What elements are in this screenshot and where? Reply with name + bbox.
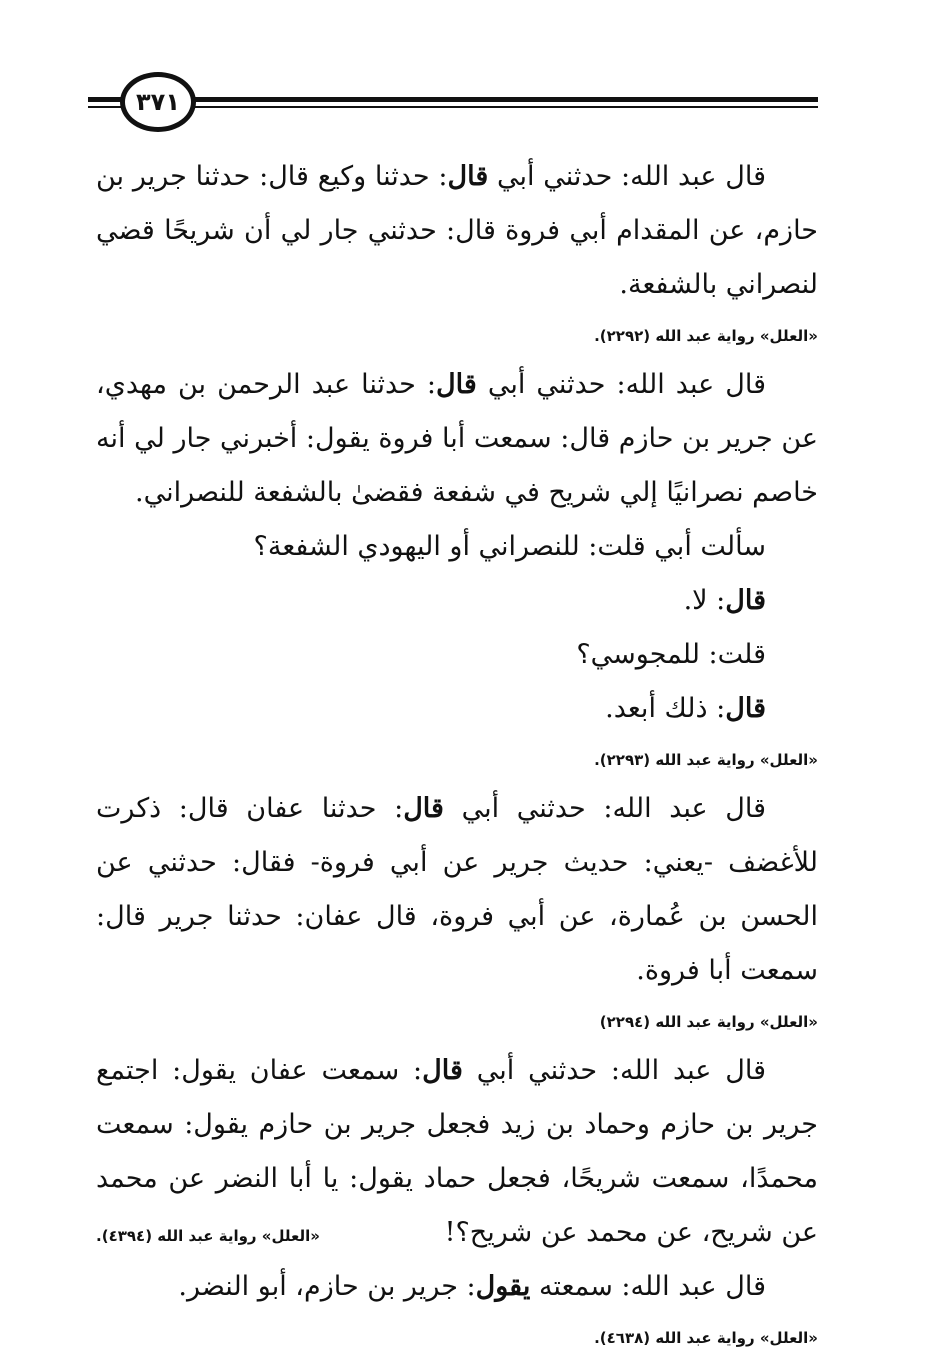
bold-word: قال <box>403 793 444 824</box>
paragraph-text: قال عبد الله: حدثني أبي <box>462 1055 766 1086</box>
paragraph-6 <box>96 682 818 736</box>
paragraph-4 <box>96 574 818 628</box>
paragraph-9 <box>96 1260 818 1314</box>
paragraph-text: : سمعت عفان يقول: اجتمع جرير بن حازم وحماد بن زيد فجعل جرير بن حازم يقول: سمعت محمدًا، سمعت شريحًا، فجعل حماد يقول: يا أبا النضر عن محمد عن شريح، عن محمد عن شريح؟! <box>96 1055 818 1248</box>
header-rule-thick <box>88 97 818 102</box>
paragraph-text: : حدثنا عبد الرحمن بن مهدي، عن جرير بن حازم قال: سمعت أبا فروة يقول: أخبرني جار لي أنه خاصم نصرانيًا إلي شريح في شفعة فقضىٰ بالشفعة للنصراني. <box>96 369 818 508</box>
bold-word: يقول <box>475 1271 531 1302</box>
source-reference-3: «العلل» رواية عبد الله (٢٢٩٤) <box>599 1013 818 1031</box>
paragraph-5 <box>96 628 818 682</box>
paragraph-text: : ذلك أبعد. <box>605 693 726 724</box>
paragraph-text: : جرير بن حازم، أبو النضر. <box>178 1271 476 1302</box>
paragraph-1 <box>96 150 818 312</box>
paragraph-2 <box>96 358 818 520</box>
page-header <box>88 70 818 136</box>
source-reference-1: «العلل» رواية عبد الله (٢٢٩٢). <box>594 327 818 345</box>
source-reference-2: «العلل» رواية عبد الله (٢٢٩٣). <box>594 751 818 769</box>
paragraph-text: قال عبد الله: حدثني أبي <box>476 369 766 400</box>
paragraph-text: سألت أبي قلت: للنصراني أو اليهودي الشفعة؟ <box>253 531 766 562</box>
paragraph-text: قال عبد الله: حدثني أبي <box>443 793 766 824</box>
bold-word: قال <box>447 161 489 192</box>
paragraph-7 <box>96 782 818 998</box>
bold-word: قال <box>725 693 766 724</box>
paragraph-text: : لا. <box>683 585 726 616</box>
paragraph-3 <box>96 520 818 574</box>
paragraph-text: قال عبد الله: حدثني أبي <box>488 161 766 192</box>
source-reference-5: «العلل» رواية عبد الله (٤٦٣٨). <box>594 1329 818 1347</box>
header-rule-thin <box>88 106 818 108</box>
paragraph-text: قلت: للمجوسي؟ <box>576 639 766 670</box>
paragraph-text: : حدثنا عفان قال: ذكرت للأغضف -يعني: حديث جرير عن أبي فروة- فقال: حدثني عن الحسن بن عُمارة، عن أبي فروة، قال عفان: حدثنا جرير قال: سمعت أبا فروة. <box>96 793 818 986</box>
paragraph-text: : حدثنا وكيع قال: حدثنا جرير بن حازم، عن المقدام أبي فروة قال: حدثني جار لي أن شريحًا قضي لنصراني بالشفعة. <box>96 161 818 300</box>
bold-word: قال <box>725 585 766 616</box>
page-body <box>96 150 818 1360</box>
bold-word: قال <box>422 1055 463 1086</box>
bold-word: قال <box>436 369 477 400</box>
paragraph-text: قال عبد الله: سمعته <box>530 1271 766 1302</box>
paragraph-8-block <box>96 1044 818 1260</box>
source-reference-4: «العلل» رواية عبد الله (٤٣٩٤). <box>96 1227 320 1245</box>
page-number: ٣٧١ <box>120 72 196 132</box>
